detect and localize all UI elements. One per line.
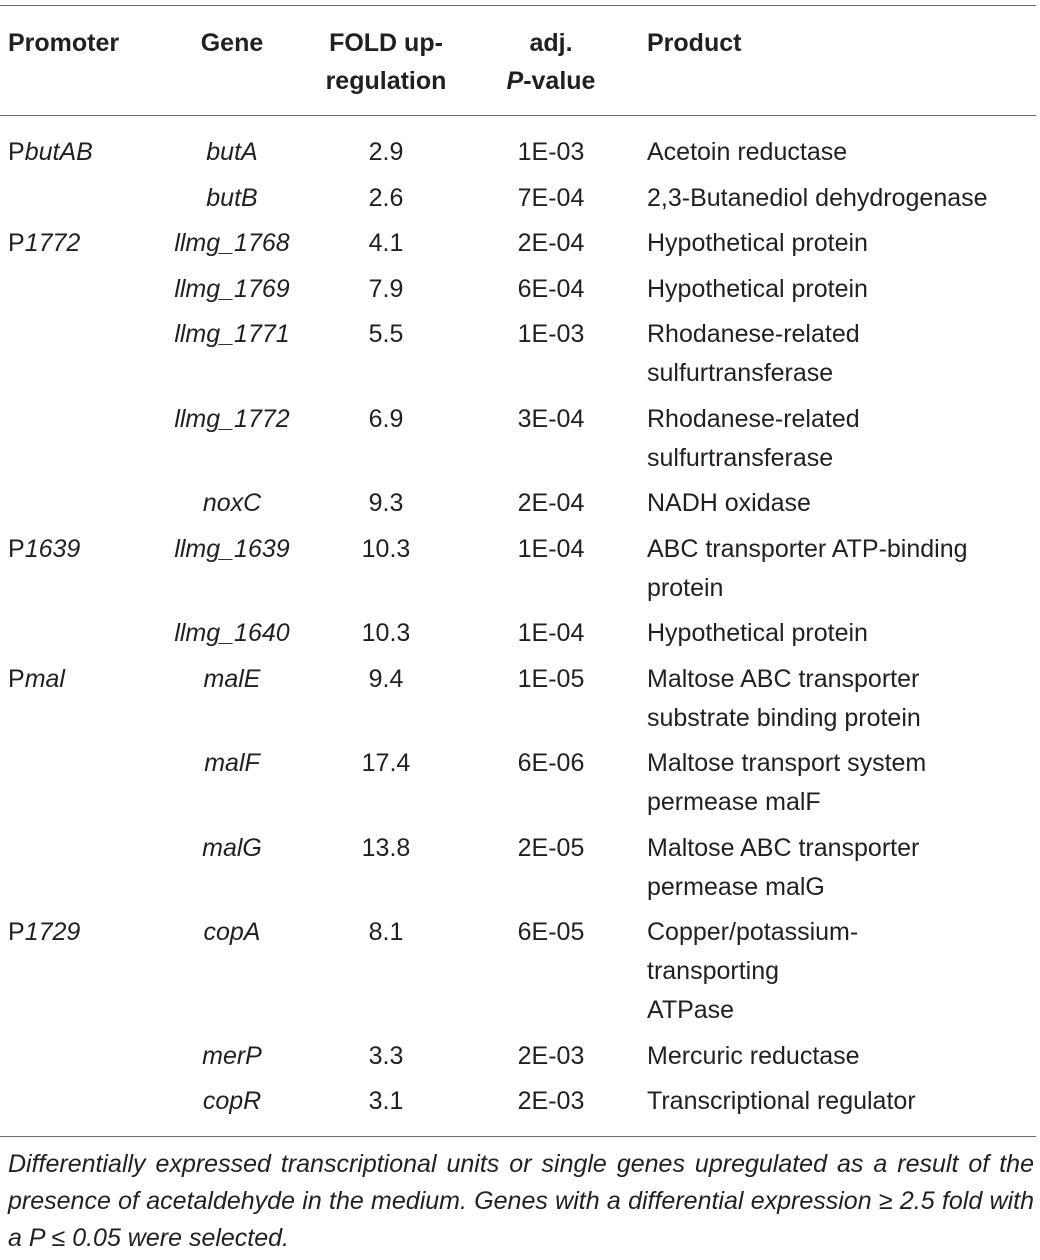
promoter-prefix: P bbox=[8, 229, 25, 257]
cell-adj-p-value: 2E-04 bbox=[517, 229, 585, 257]
cell-gene: malG bbox=[202, 833, 262, 862]
promoter-prefix: P bbox=[8, 664, 25, 693]
cell-product: Mercuric reductase bbox=[647, 1041, 860, 1070]
cell-fold: 7.9 bbox=[368, 274, 404, 303]
cell-gene: malF bbox=[204, 749, 260, 777]
cell-product: ABC transporter ATP-binding protein bbox=[647, 534, 968, 602]
cell-fold: 2.9 bbox=[368, 138, 404, 166]
cell-gene: copR bbox=[202, 1087, 262, 1115]
cell-adj-p-value: 1E-04 bbox=[517, 619, 585, 647]
cell-adj-p-value: 1E-05 bbox=[517, 664, 585, 693]
cell-gene: llmg_1771 bbox=[174, 320, 290, 348]
cell-promoter bbox=[8, 660, 65, 699]
promoter-prefix: P bbox=[8, 918, 25, 946]
cell-product: Rhodanese-related sulfurtransferase bbox=[647, 320, 860, 387]
cell-gene: noxC bbox=[202, 489, 262, 517]
header-p-italic: P bbox=[506, 67, 524, 95]
cell-gene: llmg_1772 bbox=[174, 404, 290, 433]
cell-adj-p-value: 2E-03 bbox=[517, 1041, 585, 1070]
promoter-name: 1772 bbox=[24, 229, 81, 257]
cell-adj-p-value: 2E-05 bbox=[517, 833, 585, 862]
cell-gene: llmg_1639 bbox=[174, 534, 290, 563]
header-adj-label: adj. bbox=[529, 29, 573, 57]
cell-promoter bbox=[8, 530, 80, 569]
promoter-prefix: P bbox=[8, 534, 25, 563]
promoter-name: mal bbox=[24, 664, 65, 693]
table-caption: Differentially expressed transcriptional units or single genes upregulated as a result of the presence of acetaldehyde in the medium. Genes with a differential expression ≥ 2.5 fold with a P ≤ 0.05 were selected. bbox=[8, 1150, 1034, 1252]
cell-gene: copA bbox=[203, 918, 261, 946]
header-adj-p-value bbox=[486, 24, 616, 100]
cell-promoter bbox=[8, 133, 93, 172]
cell-adj-p-value: 2E-04 bbox=[517, 489, 585, 517]
cell-product: 2,3-Butanediol dehydrogenase bbox=[647, 183, 988, 212]
cell-product: NADH oxidase bbox=[647, 489, 811, 517]
cell-promoter bbox=[8, 913, 80, 952]
cell-fold: 9.3 bbox=[368, 489, 404, 517]
promoter-prefix: P bbox=[8, 138, 25, 166]
cell-product: Copper/potassium- transporting ATPase bbox=[647, 918, 859, 1024]
cell-fold: 17.4 bbox=[361, 749, 411, 777]
table-top-rule bbox=[0, 5, 1036, 6]
cell-promoter bbox=[8, 224, 80, 263]
cell-product: Maltose transport system permease malF bbox=[647, 749, 927, 816]
cell-product: Transcriptional regulator bbox=[647, 1087, 916, 1115]
table-bottom-rule bbox=[0, 1136, 1036, 1137]
cell-product: Acetoin reductase bbox=[647, 138, 848, 166]
promoter-name: 1639 bbox=[24, 534, 81, 563]
cell-fold: 10.3 bbox=[361, 619, 411, 647]
cell-adj-p-value: 2E-03 bbox=[517, 1087, 585, 1115]
cell-gene: llmg_1640 bbox=[174, 619, 290, 647]
cell-fold: 9.4 bbox=[368, 664, 404, 693]
cell-fold: 5.5 bbox=[368, 320, 404, 348]
cell-product: Hypothetical protein bbox=[647, 619, 868, 647]
cell-gene: llmg_1768 bbox=[174, 229, 290, 257]
cell-fold: 2.6 bbox=[368, 183, 404, 212]
header-gene: Gene bbox=[200, 29, 264, 57]
promoter-name: 1729 bbox=[24, 918, 81, 946]
promoter-name: butAB bbox=[24, 138, 93, 166]
cell-adj-p-value: 6E-06 bbox=[517, 749, 585, 777]
header-value-label: -value bbox=[523, 67, 596, 95]
cell-adj-p-value: 3E-04 bbox=[517, 404, 585, 433]
cell-gene: butB bbox=[206, 183, 258, 212]
table-header-rule bbox=[0, 115, 1036, 116]
cell-fold: 13.8 bbox=[361, 833, 411, 862]
cell-gene: butA bbox=[206, 138, 258, 166]
cell-fold: 10.3 bbox=[361, 534, 411, 563]
header-product: Product bbox=[647, 29, 742, 57]
cell-product: Hypothetical protein bbox=[647, 274, 868, 303]
cell-fold: 6.9 bbox=[368, 404, 404, 433]
cell-adj-p-value: 6E-04 bbox=[517, 274, 585, 303]
cell-fold: 3.1 bbox=[368, 1087, 404, 1115]
cell-fold: 8.1 bbox=[368, 918, 404, 946]
header-promoter: Promoter bbox=[8, 29, 120, 57]
header-fold-upregulation: FOLD up- regulation bbox=[325, 29, 447, 95]
cell-adj-p-value: 6E-05 bbox=[517, 918, 585, 946]
cell-adj-p-value: 1E-03 bbox=[517, 320, 585, 348]
cell-gene: merP bbox=[202, 1041, 262, 1070]
cell-adj-p-value: 7E-04 bbox=[517, 183, 585, 212]
cell-fold: 3.3 bbox=[368, 1041, 404, 1070]
cell-gene: malE bbox=[203, 664, 261, 693]
cell-product: Rhodanese-related sulfurtransferase bbox=[647, 404, 860, 472]
cell-fold: 4.1 bbox=[368, 229, 404, 257]
cell-adj-p-value: 1E-03 bbox=[517, 138, 585, 166]
cell-product: Maltose ABC transporter substrate binding protein bbox=[647, 664, 921, 732]
cell-gene: llmg_1769 bbox=[174, 274, 290, 303]
cell-product: Maltose ABC transporter permease malG bbox=[647, 833, 920, 901]
cell-adj-p-value: 1E-04 bbox=[517, 534, 585, 563]
cell-product: Hypothetical protein bbox=[647, 229, 868, 257]
